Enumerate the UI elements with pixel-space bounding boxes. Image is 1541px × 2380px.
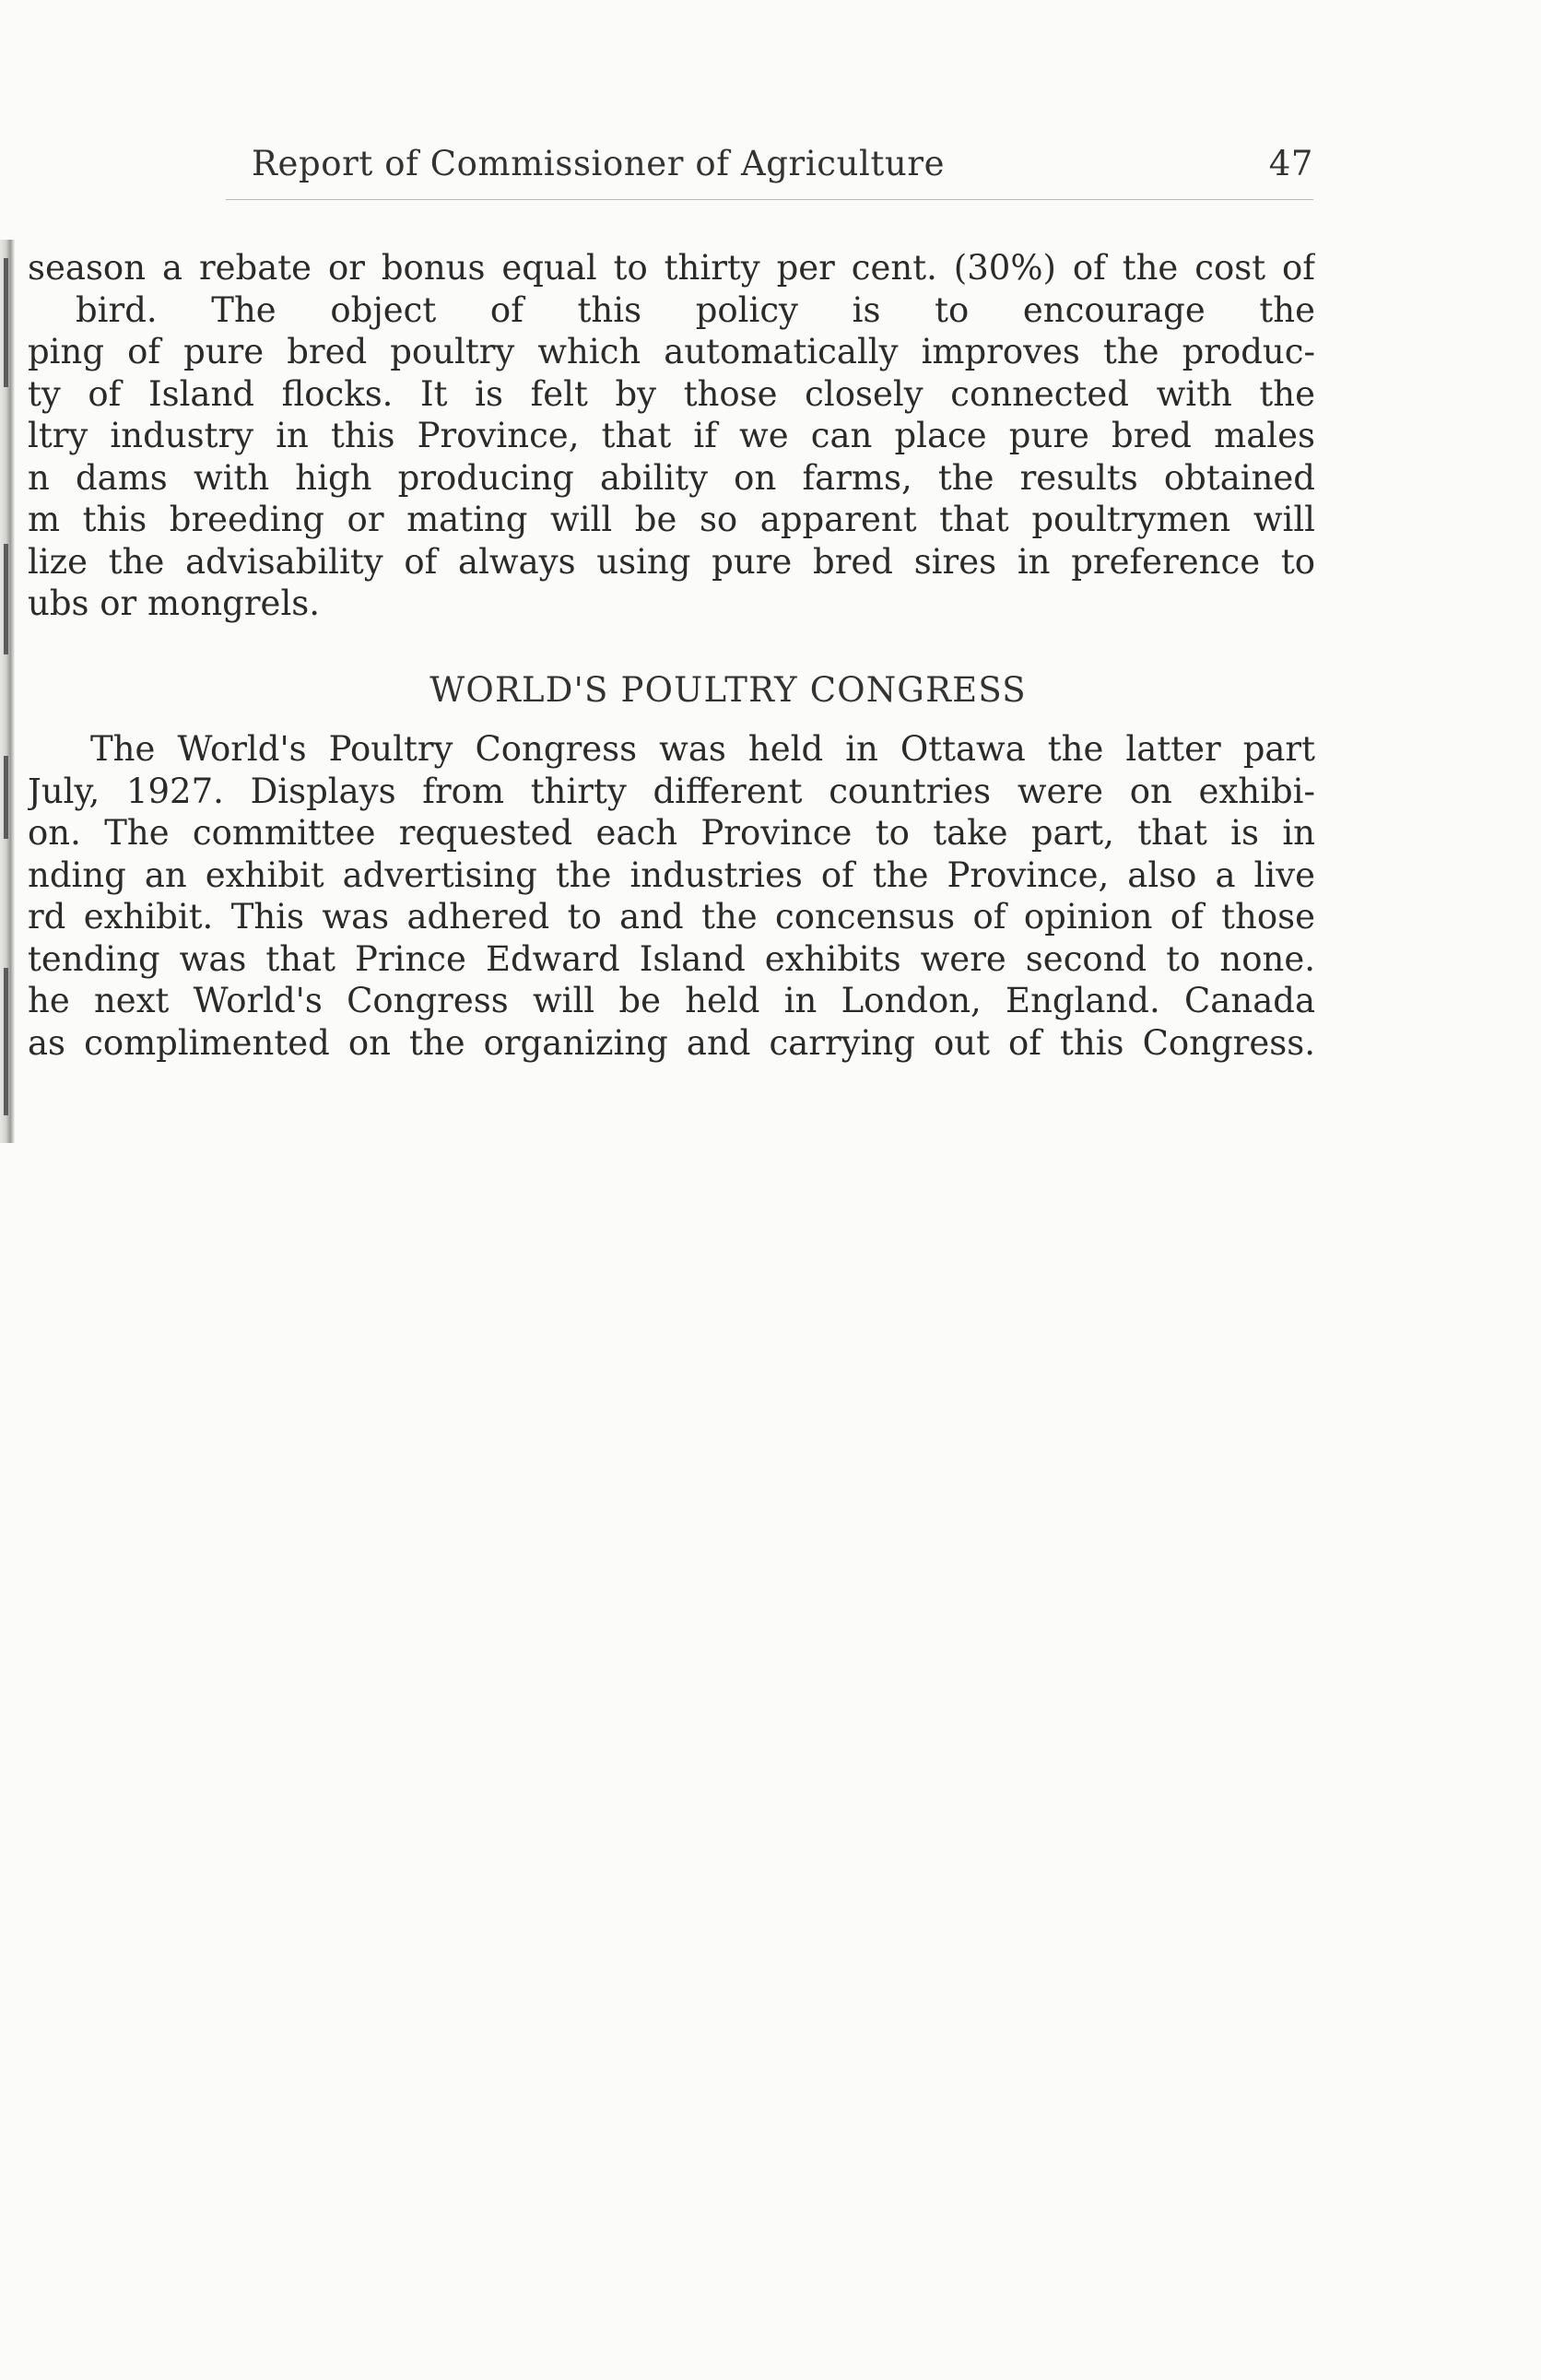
text-line: he next World's Congress will be held in London, England. Canada (28, 981, 1315, 1020)
binding-mark (4, 756, 8, 839)
text-line: July, 1927. Displays from thirty different countries were on exhibi- (28, 771, 1315, 811)
section-heading (0, 670, 1541, 710)
text-line: season a rebate or bonus equal to thirty per cent. (30%) of the cost of (28, 248, 1315, 288)
paragraph-poultry-rebate (28, 247, 1315, 625)
binding-mark (4, 544, 8, 654)
text-line: ping of pure bred poultry which automatically improves the produc- (28, 332, 1315, 371)
binding-mark (4, 258, 8, 387)
text-line: The World's Poultry Congress was held in Ottawa the latter part (90, 729, 1315, 769)
binding-mark (4, 968, 8, 1115)
text-line: tending was that Prince Edward Island exhibits were second to none. (28, 938, 1315, 979)
text-line: nding an exhibit advertising the industries of the Province, also a live (28, 854, 1315, 895)
running-head-title: Report of Commissioner of Agriculture (252, 144, 946, 183)
text-line: m this breeding or mating will be so apparent that poultrymen will (28, 500, 1315, 539)
text-line: ty of Island flocks. It is felt by those closely connected with the (28, 373, 1315, 414)
text-line: n dams with high producing ability on farms, the results obtained (28, 457, 1315, 498)
text-line: ubs or mongrels. (28, 583, 321, 623)
page-number: 47 (1268, 144, 1313, 183)
text-line: as complimented on the organizing and carrying out of this Congress. (28, 1022, 1315, 1063)
paragraph-worlds-poultry-congress (28, 728, 1315, 1064)
text-line: ltry industry in this Province, that if we can place pure bred males (28, 416, 1315, 455)
header-rule (226, 199, 1313, 200)
text-line: on. The committee requested each Province to take part, that is in (28, 813, 1315, 853)
section-heading-text: WORLD'S POULTRY CONGRESS (429, 670, 1027, 710)
running-head (226, 138, 1313, 194)
text-line: rd exhibit. This was adhered to and the concensus of opinion of those (28, 897, 1315, 937)
text-line: lize the advisability of always using pure bred sires in preference to (28, 541, 1315, 582)
text-line: bird. The object of this policy is to encourage the (76, 289, 1315, 330)
